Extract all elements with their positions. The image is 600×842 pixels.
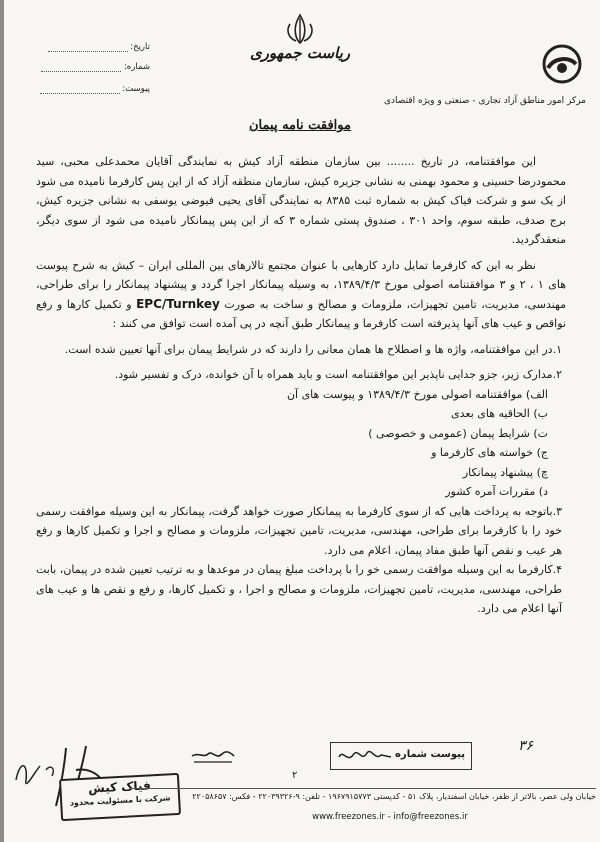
attachment-number-box	[330, 742, 472, 770]
clause-3: ۳.باتوجه به پرداخت هایی که از سوی کارفرما به پیمانکار صورت خواهد گرفت، پیمانکار به این وسیله موافقت رسمی خود را با کارفرما برای طراحی، مهندسی، مدیریت، تامین تجهیزات، ملزومات و مصالح و اجرا و تکمیل کارها و رفع هر عیب و نقص آنها طبق مفاد پیمان، اعلام می دارد.	[36, 504, 562, 557]
attachment-signature	[335, 745, 395, 767]
number-field	[30, 62, 150, 72]
number-line	[41, 71, 121, 72]
recitals-text-b: و تکمیل کارها و رفع نواقص و عیب های آنها پذیرفته است کارفرما و پیمانکار طبق آنچه در پی آمده است توافق می کنند :	[36, 297, 566, 330]
attachment-line	[40, 93, 120, 94]
date-field	[30, 42, 150, 52]
iran-emblem-icon	[282, 12, 318, 46]
handwritten-note: ۳۶	[518, 738, 534, 754]
presidency-title: ریاست جمهوری	[249, 44, 351, 62]
date-label: تاریخ:	[130, 42, 150, 52]
clause-2: ۲.مدارک زیر، جزو جدایی ناپذیر این موافقتنامه است و باید همراه با آن خوانده، درک و تفسیر شود.	[114, 368, 562, 381]
attachment-number-label: پیوست شماره	[395, 749, 465, 760]
clause-2-a: الف) موافقتنامه اصولی مورخ ۱۳۸۹/۴/۳ و پیوست های آن	[286, 387, 548, 401]
document-title: موافقت نامه پیمان	[249, 118, 351, 133]
clause-2-ch: چ) پیشنهاد پیمانکار	[462, 465, 548, 479]
clause-2-b: ب) الحاقیه های بعدی	[451, 407, 548, 420]
clause-2-j: ج) خواسته های کارفرما و	[431, 446, 548, 459]
footer-address: خیابان ولی عصر، بالاتر از ظفر، خیابان اسفندیار، پلاک ۵۱ - کدپستی ۱۹۶۷۹۱۵۷۷۳ - تلفن: ۹-۲۲۰۳۹۳۲۶ - فکس: ۲۲۰۵۸۶۵۷	[192, 792, 596, 801]
epc-turnkey-term: EPC/Turnkey	[136, 296, 220, 311]
stamp-company-type: شرکت با مسئولیت محدود	[69, 793, 171, 808]
date-line	[48, 51, 128, 52]
free-zones-logo-icon	[538, 38, 586, 94]
organization-name: مرکز امور مناطق آزاد تجاری - صنعتی و ویژه اقتصادی	[383, 96, 586, 106]
recitals-text-a: نظر به این که کارفرما تمایل دارد کارهایی با عنوان مجتمع تالارهای بین المللی ایران – کیش به شرح پیوست های ۱ ، ۲ و ۳ موافقتنامه اصولی مورخ ۱۳۸۹/۴/۳، به وسیله پیمانکار اجرا گردد و پیشنهاد پیمانکار را برای طراحی، مهندسی، مدیریت، تامین تجهیزات، ملزومات و مصالح و ساخت به صورت	[36, 258, 567, 311]
page-number: ۲	[292, 770, 298, 781]
initial-signature	[188, 742, 238, 772]
clause-1: ۱.در این موافقتنامه، واژه ها و اصطلاح ها همان معانی را دارند که در شرایط پیمان برای آنها تعیین شده است.	[64, 342, 562, 356]
paragraph-recitals	[36, 256, 566, 334]
attachment-label: پیوست:	[122, 84, 150, 94]
attachment-field	[30, 84, 150, 94]
page-edge	[0, 0, 4, 842]
clause-2-t: ت) شرایط پیمان (عمومی و خصوصی )	[368, 426, 548, 440]
clause-4: ۴.کارفرما به این وسیله موافقت رسمی خو را با پرداخت مبلغ پیمان در موعدها و به ترتیب تعیین شده در پیمان، بابت طراحی، مهندسی، مدیریت، تامین تجهیزات، ملزومات و مصالح و اجرا ، و تکمیل کارها، و رفع و نقص ها و عیب های آنها اعلام می دارد.	[36, 563, 562, 615]
paragraph-parties: این موافقتنامه، در تاریخ ........ بین سازمان منطقه آزاد کیش به نمایندگی آقایان محمدعلی محبی، سید محمودرضا حسینی و محمود بهمنی به نشانی جزیره کیش، سازمان منطقه آزاد که از این پس کارفرما نامیده می شود از یک سو و شرکت فیاک کیش به شماره ثبت ۸۳۸۵ به نمایندگی آقای یحیی فیوضی یوسفی به نشانی جزیره کیش، برج صدف، طبقه سوم، واحد ۳۰۱ ، صندوق پستی شماره ۳ که از این پس پیمانکار نامیده می شود از سوی دیگر، منعقدگردید.	[36, 155, 566, 246]
clause-2-d: د) مقررات آمره کشور	[445, 485, 548, 498]
stamp-company-name: فیاک کیش	[87, 778, 152, 796]
number-label: شماره:	[123, 62, 150, 72]
footer-divider	[130, 788, 596, 789]
footer-website: www.freezones.ir - info@freezones.ir	[312, 812, 468, 822]
document-body	[36, 152, 566, 619]
